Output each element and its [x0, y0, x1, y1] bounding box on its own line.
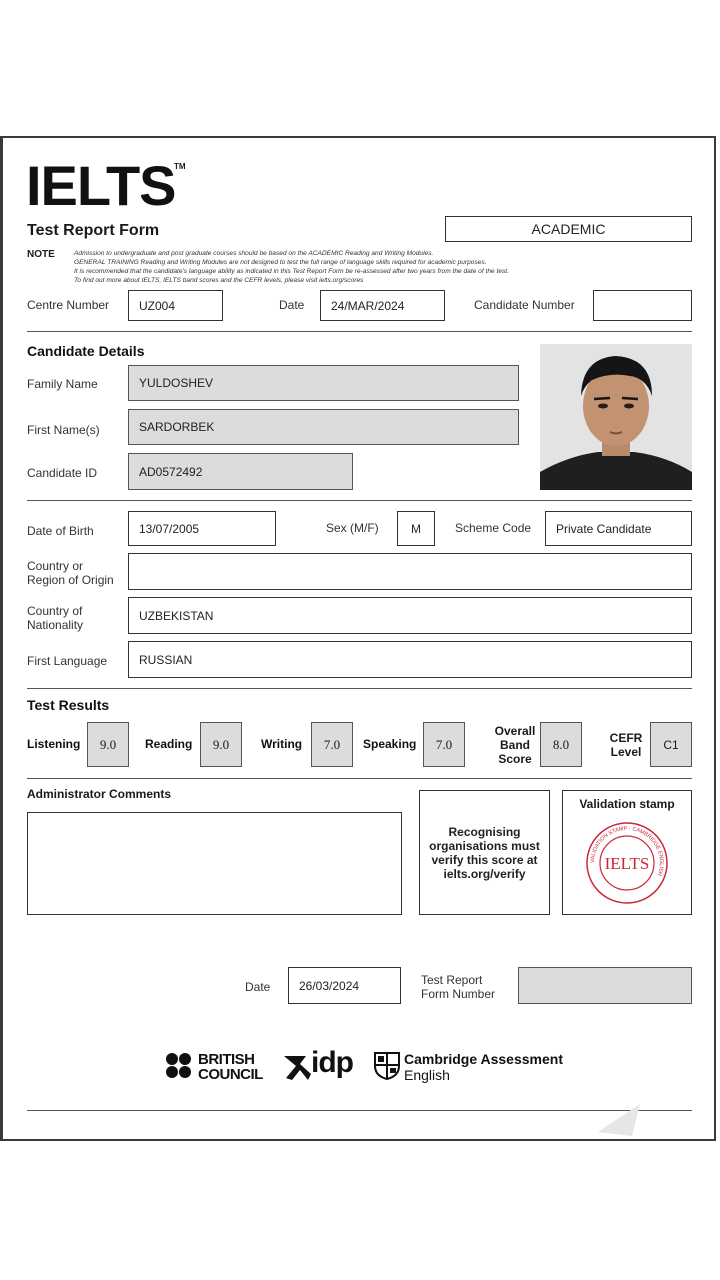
validation-stamp-seal [584, 820, 670, 906]
note-line-4: To find out more about IELTS, IELTS band scores and the CEFR levels, please visit ielts.org/scores [74, 277, 364, 284]
issue-date-field: 26/03/2024 [288, 967, 401, 1004]
divider [27, 778, 692, 779]
family-name-label: Family Name [27, 377, 98, 391]
scheme-code-label: Scheme Code [455, 521, 532, 535]
cambridge-shield-icon [374, 1052, 400, 1080]
dob-field: 13/07/2005 [128, 511, 276, 546]
test-date-field: 24/MAR/2024 [320, 290, 445, 321]
note-line-1: Admission to undergraduate and post graduate courses should be based on the ACADEMIC Reading and Writing Modules. [74, 250, 434, 257]
trf-label-2: Form Number [421, 987, 496, 1001]
country-origin-field [128, 553, 692, 590]
note-line-2: GENERAL TRAINING Reading and Writing Modules are not designed to test the full range of language skills required for academic purposes. [74, 259, 487, 266]
cefr-label: CEFR Level [609, 731, 643, 759]
form-title: Test Report Form [27, 222, 160, 239]
idp-logo: idp [311, 1046, 353, 1079]
country-origin-label-1: Country or [27, 559, 84, 573]
trf-number-field [518, 967, 692, 1004]
dob-label: Date of Birth [27, 524, 94, 538]
stamp-text: IELTS [604, 854, 650, 873]
bottom-divider [27, 1110, 692, 1111]
divider [27, 688, 692, 689]
overall-score: 8.0 [540, 722, 582, 767]
writing-label: Writing [261, 737, 303, 751]
admin-comments-label: Administrator Comments [27, 787, 172, 801]
reading-score: 9.0 [200, 722, 242, 767]
centre-number-field: UZ004 [128, 290, 223, 321]
idp-icon [282, 1052, 312, 1082]
listening-label: Listening [27, 737, 81, 751]
trademark-mark: TM [174, 162, 186, 171]
admin-comments-box [27, 812, 402, 915]
first-name-label: First Name(s) [27, 423, 100, 437]
writing-score: 7.0 [311, 722, 353, 767]
british-council-logo: BRITISH COUNCIL [198, 1051, 263, 1083]
stamp-ring-text: VALIDATION STAMP · CAMBRIDGE ENGLISH [589, 825, 665, 877]
cambridge-logo: Cambridge Assessment English [404, 1051, 563, 1083]
trf-label-1: Test Report [421, 973, 483, 987]
note-label: NOTE [27, 249, 55, 260]
nationality-label-1: Country of [27, 604, 83, 618]
candidate-id-field: AD0572492 [128, 453, 353, 490]
cefr-level: C1 [650, 722, 692, 767]
first-language-field: RUSSIAN [128, 641, 692, 678]
country-origin-label-2: Region of Origin [27, 573, 114, 587]
test-date-label: Date [279, 298, 305, 312]
family-name-field: YULDOSHEV [128, 365, 519, 401]
note-line-3: It is recommended that the candidate's language ability as indicated in this Test Report Form be re-assessed after two years from the date of the test. [74, 268, 509, 275]
test-results-heading: Test Results [27, 697, 110, 713]
divider [27, 500, 692, 501]
candidate-photo [540, 344, 692, 490]
verify-box: Recognising organisations must verify this score at ielts.org/verify [419, 790, 550, 915]
nationality-field: UZBEKISTAN [128, 597, 692, 634]
overall-label: Overall Band Score [494, 724, 536, 766]
first-name-field: SARDORBEK [128, 409, 519, 445]
nationality-label-2: Nationality [27, 618, 84, 632]
listening-score: 9.0 [87, 722, 129, 767]
candidate-details-heading: Candidate Details [27, 343, 145, 359]
candidate-number-field [593, 290, 692, 321]
candidate-number-label: Candidate Number [474, 298, 575, 312]
speaking-label: Speaking [363, 737, 417, 751]
british-council-icon [165, 1052, 193, 1080]
ielts-logo: IELTS [26, 154, 176, 217]
sex-label: Sex (M/F) [326, 521, 379, 535]
divider [27, 331, 692, 332]
sex-field: M [397, 511, 435, 546]
speaking-score: 7.0 [423, 722, 465, 767]
validation-stamp-label: Validation stamp [579, 797, 675, 811]
reading-label: Reading [145, 737, 193, 751]
module-box: ACADEMIC [445, 216, 692, 242]
centre-number-label: Centre Number [27, 298, 110, 312]
first-language-label: First Language [27, 654, 108, 668]
page-curl-mark [596, 1102, 642, 1138]
scheme-code-field: Private Candidate [545, 511, 692, 546]
candidate-id-label: Candidate ID [27, 466, 98, 480]
issue-date-label: Date [245, 980, 271, 994]
